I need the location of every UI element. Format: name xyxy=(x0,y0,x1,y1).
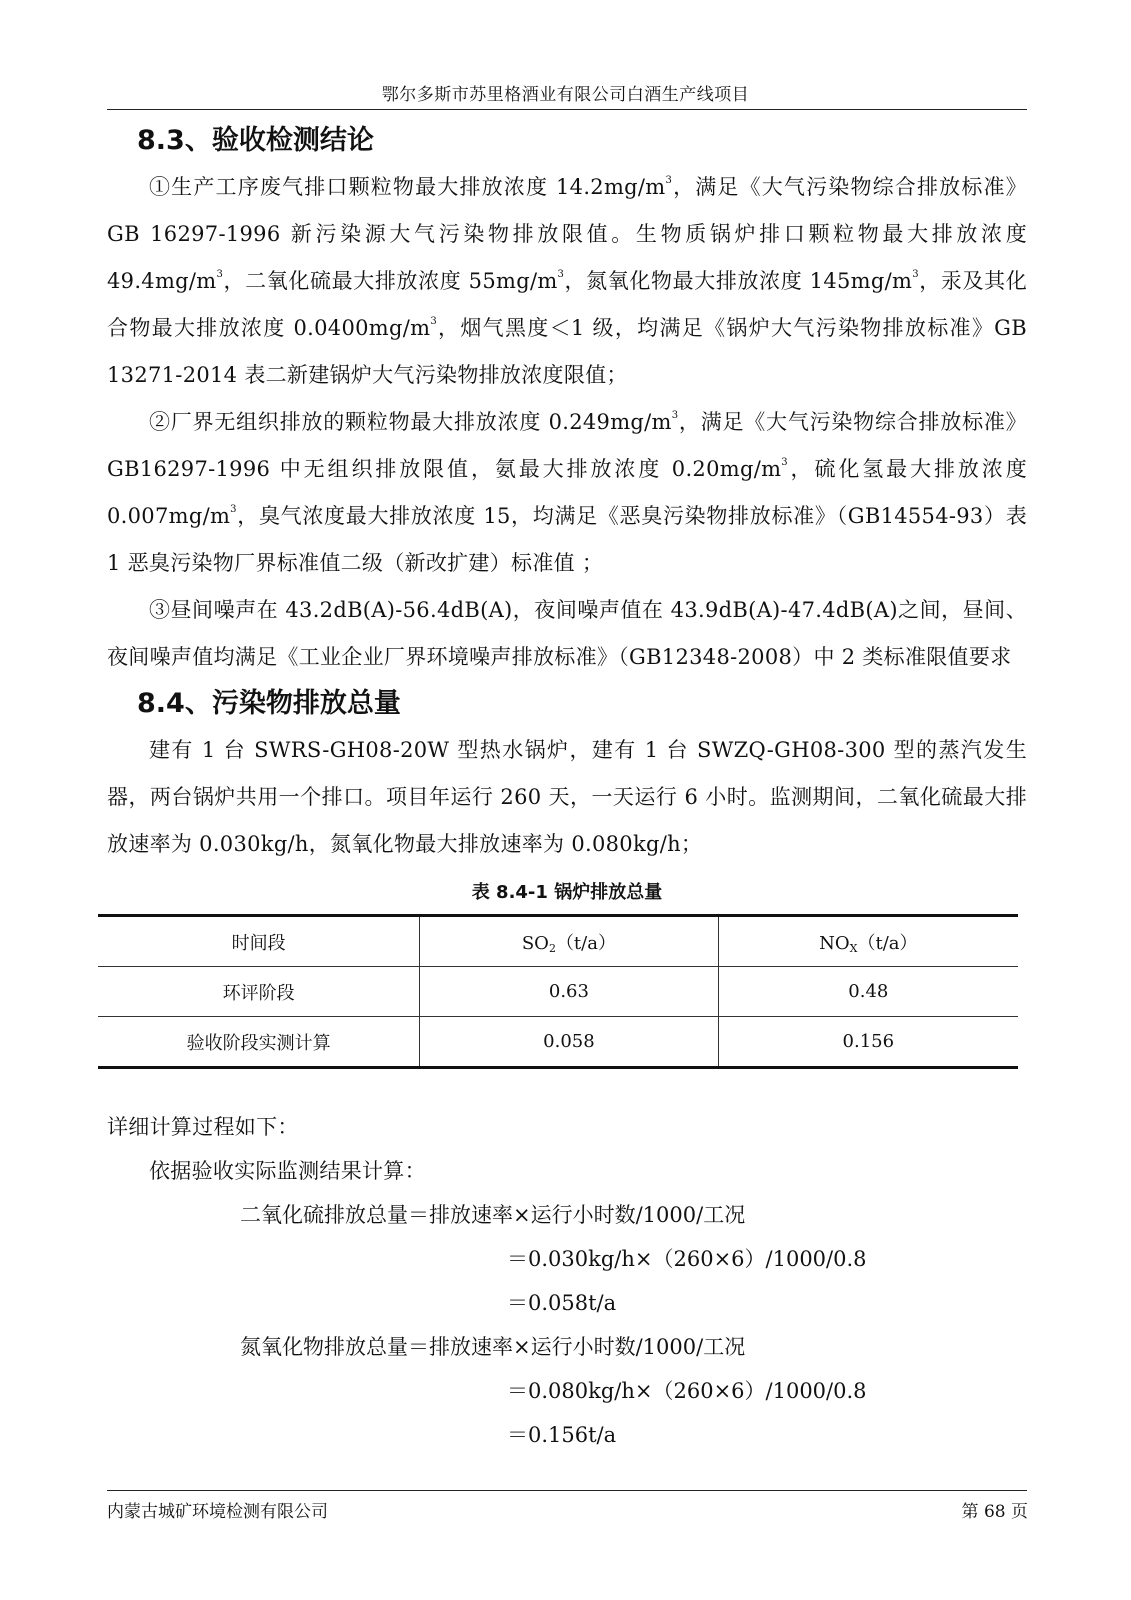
so2-result: ＝0.058t/a xyxy=(507,1291,617,1315)
nox-formula: 氮氧化物排放总量＝排放速率×运行小时数/1000/工况 xyxy=(240,1335,746,1359)
header-nox: $NO_X(t/a)$ xyxy=(718,916,1018,967)
cell-nox: 0.156 xyxy=(718,1017,1018,1068)
document-body xyxy=(107,118,1027,1457)
footer-divider xyxy=(107,1490,1027,1491)
emission-total-paragraph: 建有 1 台 SWRS-GH08-20W 型热水锅炉，建有 1 台 SWZQ-GH08-300 型的蒸汽发生器，两台锅炉共用一个排口。项目年运行 260 天，一天运行 6 小时。监测期间，二氧化硫最大排放速率为 0.030kg/h，氮氧化物最大排放速率为 0.080kg/h； xyxy=(107,738,1027,856)
table-caption: 表 8.4-1 锅炉排放总量 xyxy=(471,882,663,903)
page-header-title: 鄂尔多斯市苏里格酒业有限公司白酒生产线项目 xyxy=(381,85,750,105)
table-row xyxy=(98,1017,1018,1068)
table-row xyxy=(98,967,1018,1017)
section-heading-8-3: 8.3、验收检测结论 xyxy=(137,125,374,156)
footer-page-number: 第 68 页 xyxy=(961,1502,1028,1522)
footer-company: 内蒙古城矿环境检测有限公司 xyxy=(107,1502,328,1522)
header-so2: $SO_2(t/a)$ xyxy=(420,916,718,967)
nox-step: ＝0.080kg/h×（260×6）/1000/0.8 xyxy=(507,1379,867,1403)
calc-intro: 详细计算过程如下： xyxy=(107,1115,299,1139)
section-heading-8-4: 8.4、污染物排放总量 xyxy=(137,688,401,719)
so2-step: ＝0.030kg/h×（260×6）/1000/0.8 xyxy=(507,1247,867,1271)
cell-period: 环评阶段 xyxy=(98,967,420,1017)
so2-formula: 二氧化硫排放总量＝排放速率×运行小时数/1000/工况 xyxy=(240,1203,746,1227)
conclusion-paragraph-2: ②厂界无组织排放的颗粒物最大排放浓度 $0.249mg/m^3$，满足《大气污染物综合排放标准》GB16297-1996 中无组织排放限值，氨最大排放浓度 $0.20mg/m^3$，硫化氢最大排放浓度 $0.007mg/m^3$，臭气浓度最大排放浓度 15，均满足《恶臭污染物排放标准》（GB14554-93）表 1 恶臭污染物厂界标准值二级（新改扩建）标准值 ； xyxy=(107,410,1027,575)
header-divider xyxy=(107,109,1027,110)
cell-period: 验收阶段实测计算 xyxy=(98,1017,420,1068)
header-period: 时间段 xyxy=(98,916,420,967)
cell-so2: 0.058 xyxy=(420,1017,718,1068)
cell-so2: 0.63 xyxy=(420,967,718,1017)
cell-nox: 0.48 xyxy=(718,967,1018,1017)
table-header-row xyxy=(98,916,1018,967)
conclusion-paragraph-3: ③昼间噪声在 43.2dB(A)-56.4dB(A)，夜间噪声值在 43.9dB(A)-47.4dB(A)之间，昼间、夜间噪声值均满足《工业企业厂界环境噪声排放标准》（GB12348-2008）中 2 类标准限值要求 xyxy=(107,598,1027,669)
emission-total-table xyxy=(98,914,1018,1069)
conclusion-paragraph-1: ①生产工序废气排口颗粒物最大排放浓度 $14.2mg/m^3$，满足《大气污染物综合排放标准》GB 16297-1996 新污染源大气污染物排放限值。生物质锅炉排口颗粒物最大排放浓度 $49.4mg/m^3$，二氧化硫最大排放浓度 $55mg/m^3$，氮氧化物最大排放浓度 $145mg/m^3$，汞及其化合物最大排放浓度 $0.0400mg/m^3$，烟气黑度＜1 级，均满足《锅炉大气污染物排放标准》GB 13271-2014 表二新建锅炉大气污染物排放浓度限值； xyxy=(107,175,1028,387)
calc-basis: 依据验收实际监测结果计算： xyxy=(149,1159,426,1183)
nox-result: ＝0.156t/a xyxy=(507,1423,617,1447)
calculation-section xyxy=(107,1105,1027,1457)
